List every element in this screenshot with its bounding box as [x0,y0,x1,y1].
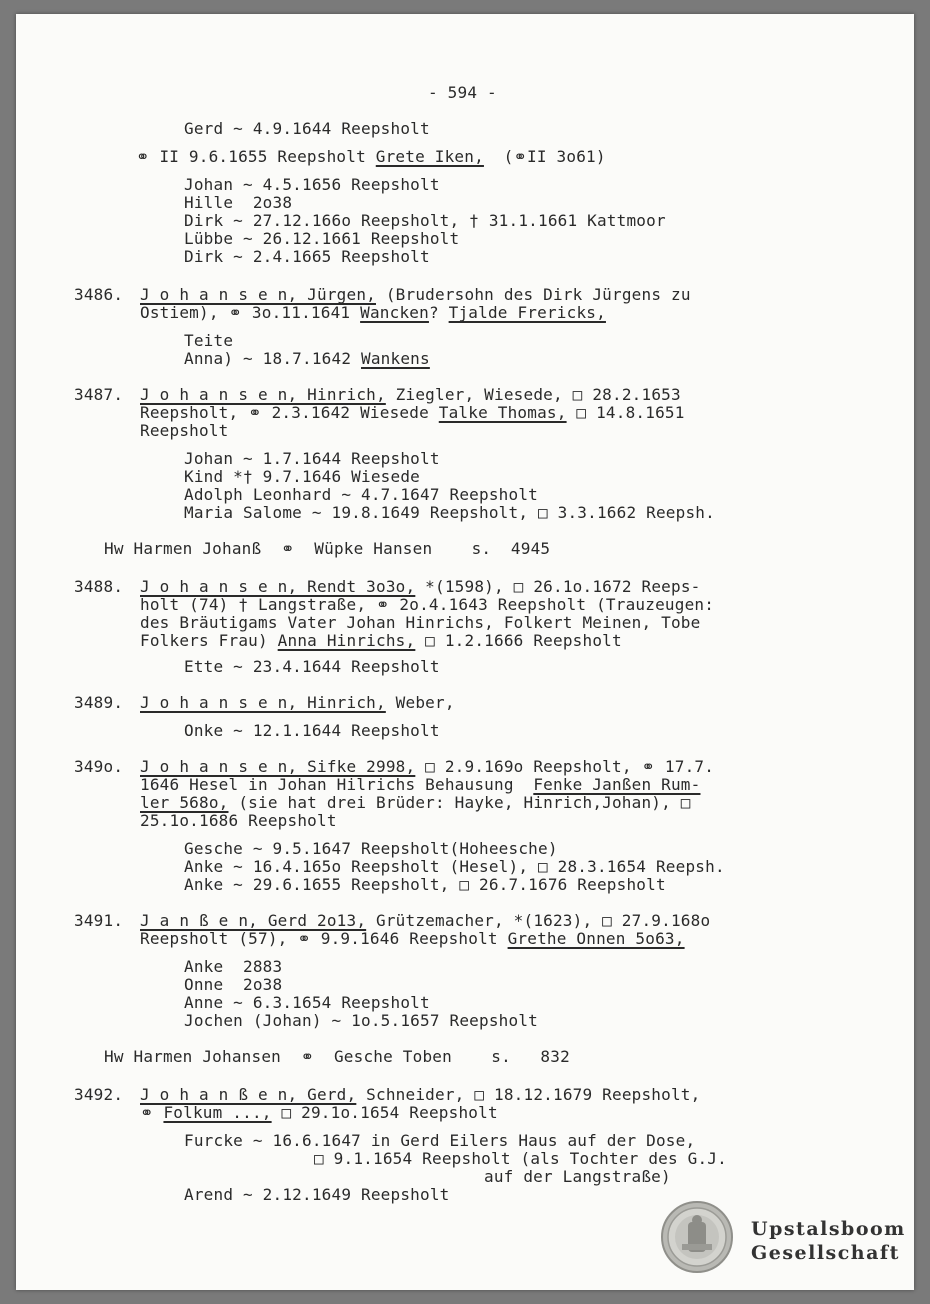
logo-text-line1: Upstalsboom [751,1218,906,1240]
hw-line: Hw Harmen Johansen ⚭ Gesche Toben s. 832 [104,1047,570,1066]
entry-name: J o h a n s e n, Hinrich, [140,693,386,712]
document-page [16,14,914,1290]
entry-line: Reepsholt [140,421,229,440]
spouse-name: Grethe Onnen 5o63, [507,929,685,948]
spouse-name: Folkum ..., [163,1103,272,1122]
entry-line: Ostiem), ⚭ 3o.11.1641 Wancken? Tjalde Frericks, [140,303,606,322]
entry-name: J o h a n s e n, Sifke 2998, [140,757,416,776]
entry-line: J o h a n s e n, Sifke 2998, □ 2.9.169o Reepsholt, ⚭ 17.7. [140,757,715,776]
entry-name: J o h a n s e n, Rendt 3o3o, [140,577,416,596]
child-line: Dirk ~ 27.12.166o Reepsholt, † 31.1.1661 Kattmoor [184,211,666,230]
entry-line: ⚭ Folkum ..., □ 29.1o.1654 Reepsholt [140,1103,498,1122]
child-line: Anne ~ 6.3.1654 Reepsholt [184,993,430,1012]
child-line: Jochen (Johan) ~ 1o.5.1657 Reepsholt [184,1011,538,1030]
spouse-name: Fenke Janßen Rum- [533,775,701,794]
child-line: Teite [184,331,234,350]
entry-line: holt (74) † Langstraße, ⚭ 2o.4.1643 Reepsholt (Trauzeugen: [140,595,715,614]
spouse-name: Tjalde Frericks, [448,303,606,322]
child-line: Maria Salome ~ 19.8.1649 Reepsholt, □ 3.3.1662 Reepsh. [184,503,715,522]
entry-line: 1646 Hesel in Johan Hilrichs Behausung Fenke Janßen Rum- [140,775,701,794]
text-line: ⚭ II 9.6.1655 Reepsholt Grete Iken, (⚭II 3o61) [136,147,606,166]
entry-line: ler 568o, (sie hat drei Brüder: Hayke, Hinrich,Johan), □ [140,793,691,812]
entry-line: J a n ß e n, Gerd 2o13, Grützemacher, *(1623), □ 27.9.168o [140,911,711,930]
child-line: Onne 2o38 [184,975,283,994]
child-line: auf der Langstraße) [484,1167,671,1186]
child-line: Ette ~ 23.4.1644 Reepsholt [184,657,440,676]
child-line: Johan ~ 4.5.1656 Reepsholt [184,175,440,194]
spouse-name: Talke Thomas, [438,403,567,422]
spouse-name: Anna Hinrichs, [277,631,416,650]
child-line: Furcke ~ 16.6.1647 in Gerd Eilers Haus auf der Dose, [184,1131,696,1150]
entry-number: 3488. [74,577,124,596]
hw-line: Hw Harmen Johanß ⚭ Wüpke Hansen s. 4945 [104,539,551,558]
entry-line: J o h a n s e n, Hinrich, Weber, [140,693,455,712]
child-line: Gesche ~ 9.5.1647 Reepsholt(Hoheesche) [184,839,558,858]
text-line: Gerd ~ 4.9.1644 Reepsholt [184,119,430,138]
entry-line: J o h a n s e n, Jürgen, (Brudersohn des Dirk Jürgens zu [140,285,691,304]
entry-line: des Bräutigams Vater Johan Hinrichs, Folkert Meinen, Tobe [140,613,701,632]
child-line: Hille 2o38 [184,193,293,212]
child-line: Anna) ~ 18.7.1642 Wankens [184,349,430,368]
child-line: Adolph Leonhard ~ 4.7.1647 Reepsholt [184,485,538,504]
child-line: Anke ~ 29.6.1655 Reepsholt, □ 26.7.1676 Reepsholt [184,875,666,894]
entry-line: 25.1o.1686 Reepsholt [140,811,337,830]
child-line: Kind *† 9.7.1646 Wiesede [184,467,420,486]
entry-name: J o h a n s e n, Hinrich, [140,385,386,404]
entry-name: J a n ß e n, Gerd 2o13, [140,911,367,930]
child-line: Onke ~ 12.1.1644 Reepsholt [184,721,440,740]
entry-name: J o h a n ß e n, Gerd, [140,1085,357,1104]
entry-number: 3486. [74,285,124,304]
entry-line: Folkers Frau) Anna Hinrichs, □ 1.2.1666 Reepsholt [140,631,622,650]
child-line: Johan ~ 1.7.1644 Reepsholt [184,449,440,468]
entry-line: J o h a n s e n, Rendt 3o3o, *(1598), □ 26.1o.1672 Reeps- [140,577,701,596]
child-line: Lübbe ~ 26.12.1661 Reepsholt [184,229,460,248]
entry-number: 3487. [74,385,124,404]
entry-number: 3491. [74,911,124,930]
entry-line: Reepsholt, ⚭ 2.3.1642 Wiesede Talke Thomas, □ 14.8.1651 [140,403,685,422]
child-line: Arend ~ 2.12.1649 Reepsholt [184,1185,450,1204]
entry-line: J o h a n ß e n, Gerd, Schneider, □ 18.12.1679 Reepsholt, [140,1085,701,1104]
child-line: Anke ~ 16.4.165o Reepsholt (Hesel), □ 28.3.1654 Reepsh. [184,857,725,876]
entry-number: 3492. [74,1085,124,1104]
spouse-name: Grete Iken, [375,147,484,166]
entry-line: Reepsholt (57), ⚭ 9.9.1646 Reepsholt Grethe Onnen 5o63, [140,929,685,948]
entry-name: J o h a n s e n, Jürgen, [140,285,376,304]
child-line: Dirk ~ 2.4.1665 Reepsholt [184,247,430,266]
entry-number: 349o. [74,757,124,776]
child-line: Anke 2883 [184,957,283,976]
entry-number: 3489. [74,693,124,712]
page-number: - 594 - [428,83,497,102]
logo-text-line2: Gesellschaft [751,1242,900,1264]
child-line: □ 9.1.1654 Reepsholt (als Tochter des G.J. [314,1149,727,1168]
upstalsboom-seal-icon [660,1200,734,1274]
entry-line: J o h a n s e n, Hinrich, Ziegler, Wiesede, □ 28.2.1653 [140,385,681,404]
